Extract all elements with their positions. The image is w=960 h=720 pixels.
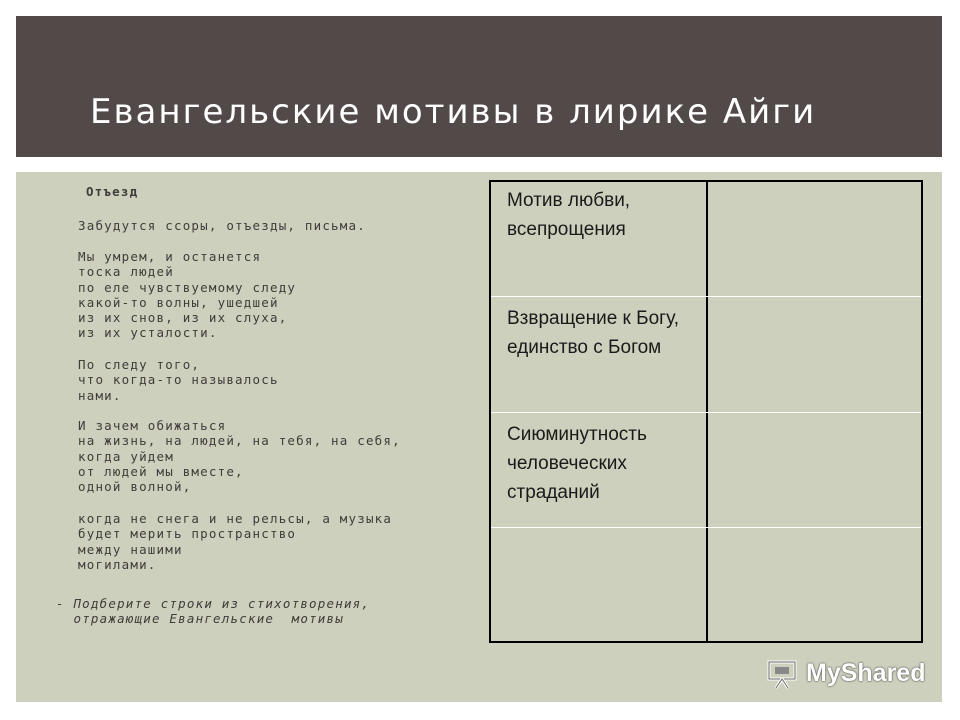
myshared-watermark [766, 656, 926, 696]
table-row-divider [491, 527, 921, 528]
poem-stanza: Забудутся ссоры, отъезды, письма. [78, 218, 366, 233]
table-cell-motif: Мотив любви, всепрощения [507, 190, 631, 240]
table-cell-motif: Взвращение к Богу, единство с Богом [507, 308, 679, 358]
poem-stanza: когда не снега и не рельсы, а музыка будет мерить пространство между нашими могилами. [78, 511, 393, 572]
watermark-text: MyShared [806, 659, 926, 687]
poem-stanza: И зачем обижаться на жизнь, на людей, на тебя, на себя, когда уйдем от людей мы вместе, одной волной, [78, 418, 401, 495]
table-cell-motif: Сиюминутность человеческих страданий [507, 424, 647, 503]
poem-stanza: Мы умрем, и останется тоска людей по еле чувствуемому следу какой-то волны, ушедшей из их снов, из их слуха, из их усталости. [78, 249, 297, 341]
poem-stanza: По следу того, что когда-то называлось нами. [78, 357, 279, 403]
table-row-divider [491, 296, 921, 297]
poem-title: Отъезд [86, 184, 139, 199]
table-row-divider [491, 412, 921, 413]
title-bar [16, 16, 942, 157]
poem-block [16, 172, 486, 702]
slide-title: Евангельские мотивы в лирике Айги [90, 92, 817, 132]
presentation-board-icon [766, 658, 800, 690]
motifs-table [489, 180, 923, 643]
task-instruction: - Подберите строки из стихотворения, отражающие Евангельские мотивы [56, 596, 371, 627]
content-panel [16, 172, 942, 702]
